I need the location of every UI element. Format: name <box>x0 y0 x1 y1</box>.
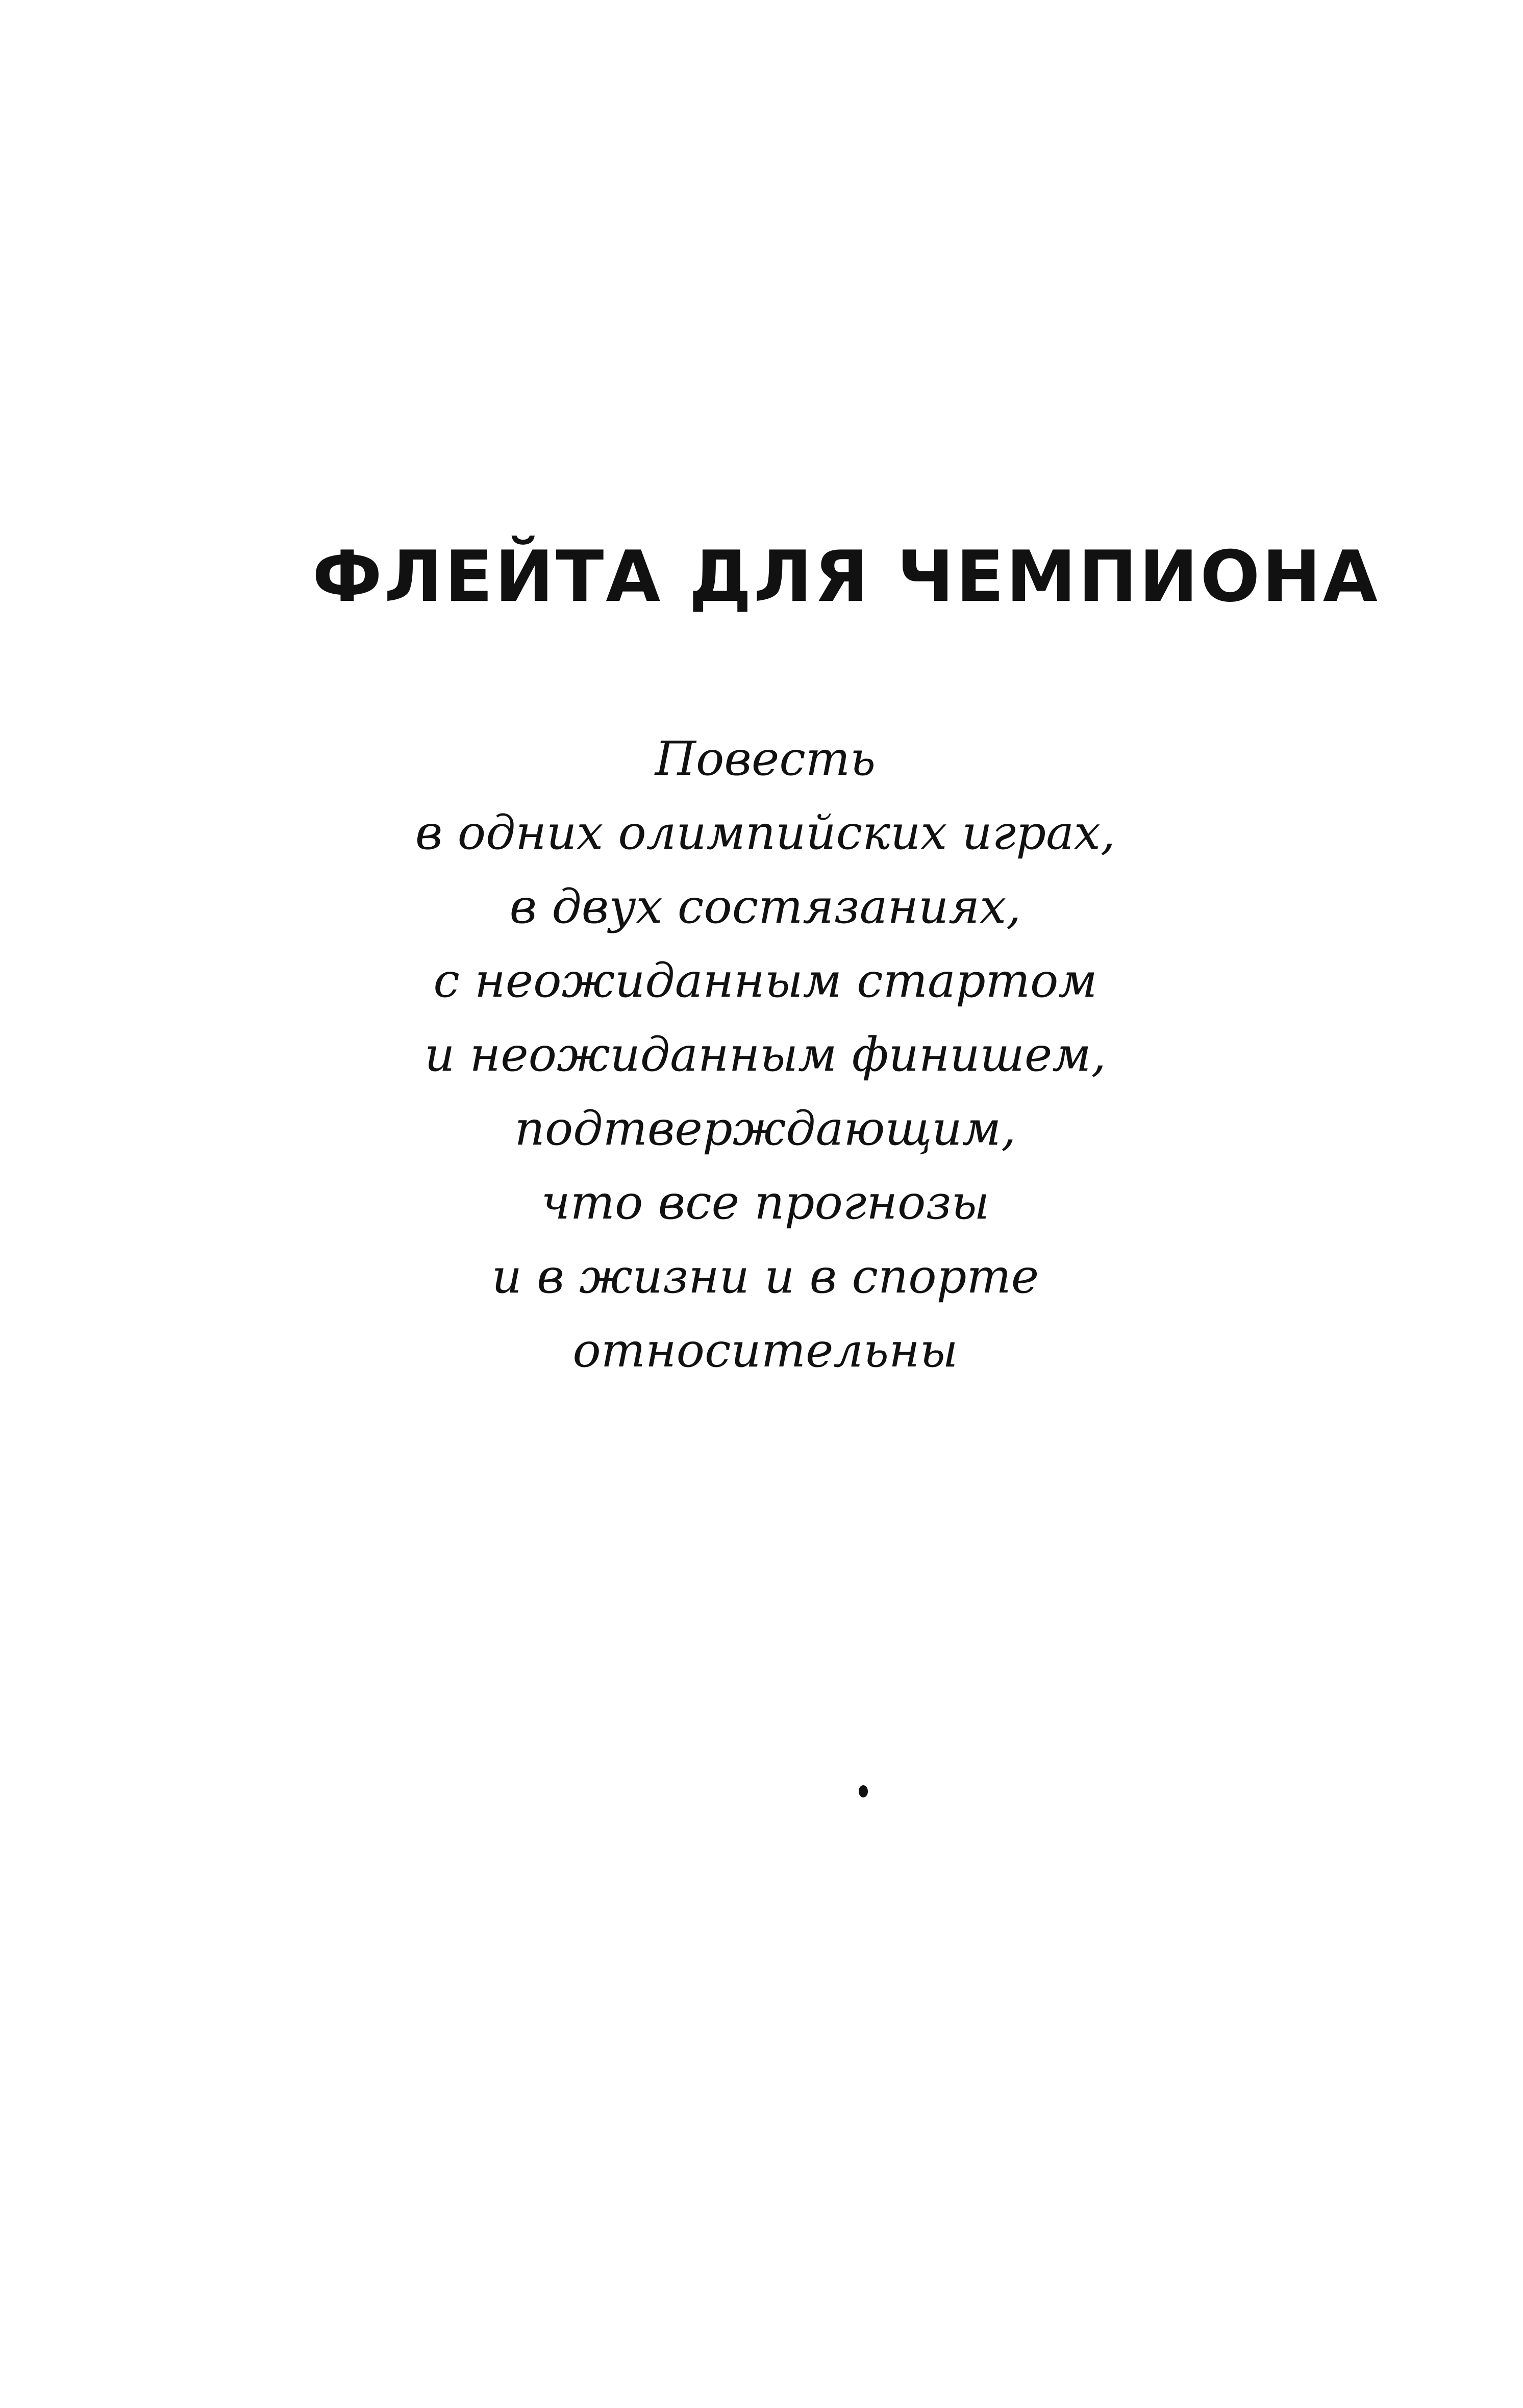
subtitle-line-genre: Повесть <box>655 731 876 786</box>
subtitle-line: и неожиданным финишем, <box>425 1027 1106 1082</box>
subtitle-block <box>357 722 1174 1387</box>
subtitle-line: с неожиданным стартом <box>433 953 1097 1008</box>
book-title: ФЛЕЙТА ДЛЯ ЧЕМПИОНА <box>312 536 1380 618</box>
ink-speck <box>859 1785 868 1797</box>
subtitle-line: подтверждающим, <box>514 1101 1016 1156</box>
subtitle-line: что все прогнозы <box>541 1175 990 1230</box>
subtitle-line: и в жизни и в спорте <box>491 1249 1039 1304</box>
subtitle-line: относительны <box>572 1323 958 1378</box>
subtitle-line: в двух состязаниях, <box>509 879 1021 934</box>
subtitle-line: в одних олимпийских играх, <box>415 805 1116 860</box>
